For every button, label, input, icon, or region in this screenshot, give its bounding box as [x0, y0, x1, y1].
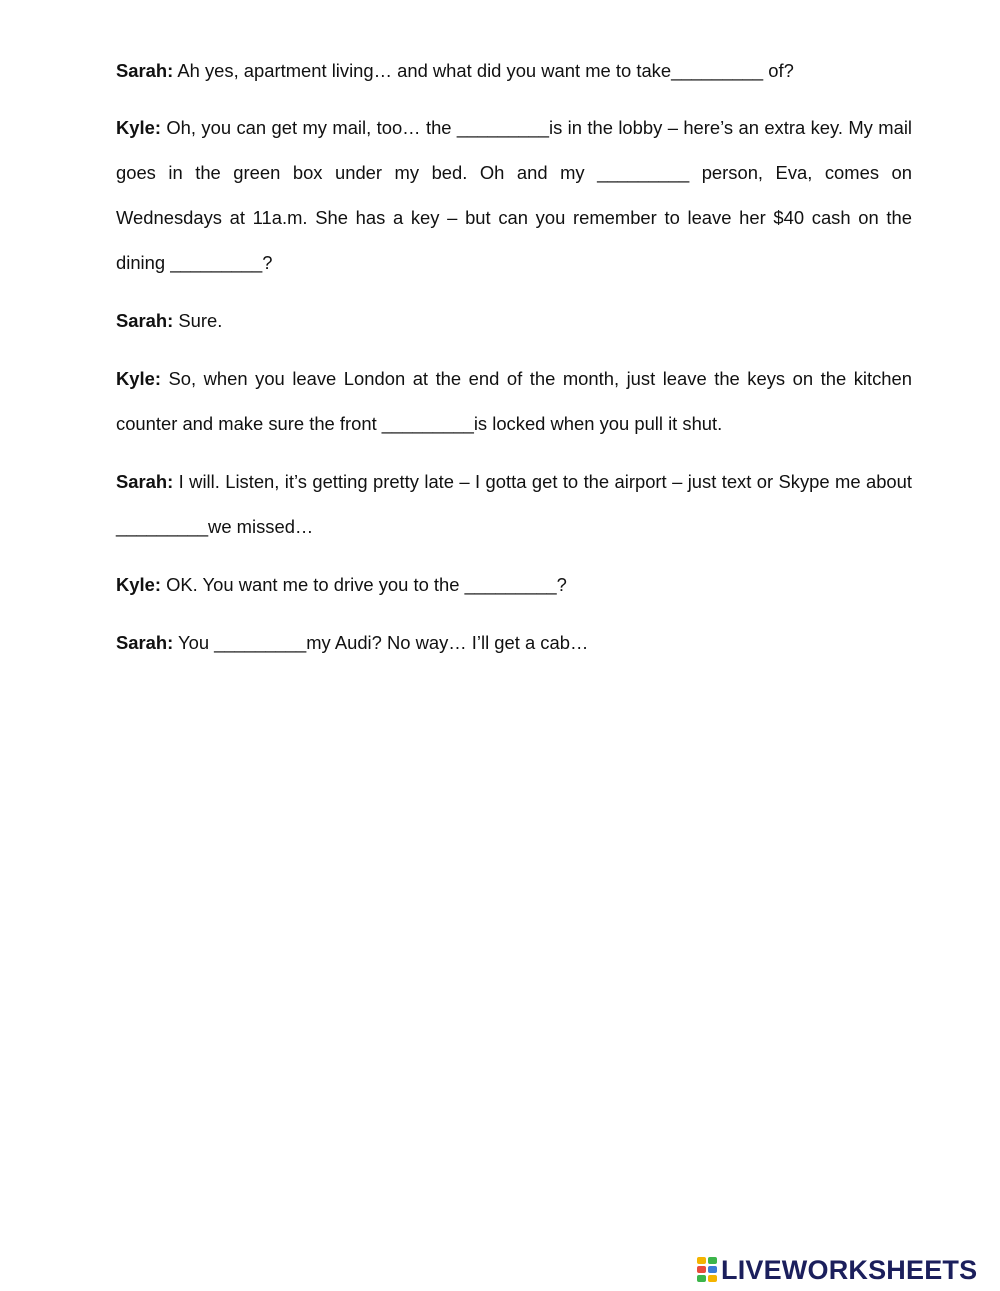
speaker-label: Sarah: [116, 310, 174, 331]
dialogue-text: Sure. [173, 310, 223, 331]
speaker-label: Kyle: [116, 117, 161, 138]
liveworksheets-logo-icon [697, 1257, 719, 1283]
liveworksheets-logo [697, 1253, 977, 1287]
dialogue-line-2 [116, 105, 912, 285]
dialogue-line-3 [116, 298, 912, 343]
speaker-label: Sarah: [116, 60, 174, 81]
dialogue-text: You _________my Audi? No way… I’ll get a cab… [173, 632, 589, 653]
logo-text: LIVEWORKSHEETS [721, 1254, 978, 1285]
dialogue-text: I will. Listen, it’s getting pretty late – I gotta get to the airport – just text or Skype me about _________we missed… [116, 471, 912, 537]
dialogue-text: Ah yes, apartment living… and what did you want me to take_________ of? [173, 60, 794, 81]
dialogue-text: So, when you leave London at the end of the month, just leave the keys on the kitchen counter and make sure the front _________is locked when you pull it shut. [116, 368, 912, 434]
dialogue-line-7 [116, 620, 912, 665]
dialogue-line-6 [116, 562, 912, 607]
speaker-label: Kyle: [116, 368, 161, 389]
speaker-label: Kyle: [116, 574, 161, 595]
speaker-label: Sarah: [116, 471, 174, 492]
speaker-label: Sarah: [116, 632, 174, 653]
dialogue-line-4 [116, 356, 912, 446]
dialogue-text: Oh, you can get my mail, too… the _________is in the lobby – here’s an extra key. My mail goes in the green box under my bed. Oh and my _________ person, Eva, comes on Wednesdays at 11a.m. She has a key – but can you remember to leave her $40 cash on the dining _________? [116, 117, 912, 273]
dialogue-line-5 [116, 459, 912, 549]
dialogue-text: OK. You want me to drive you to the _________? [160, 574, 567, 595]
dialogue-line-1 [116, 48, 912, 93]
